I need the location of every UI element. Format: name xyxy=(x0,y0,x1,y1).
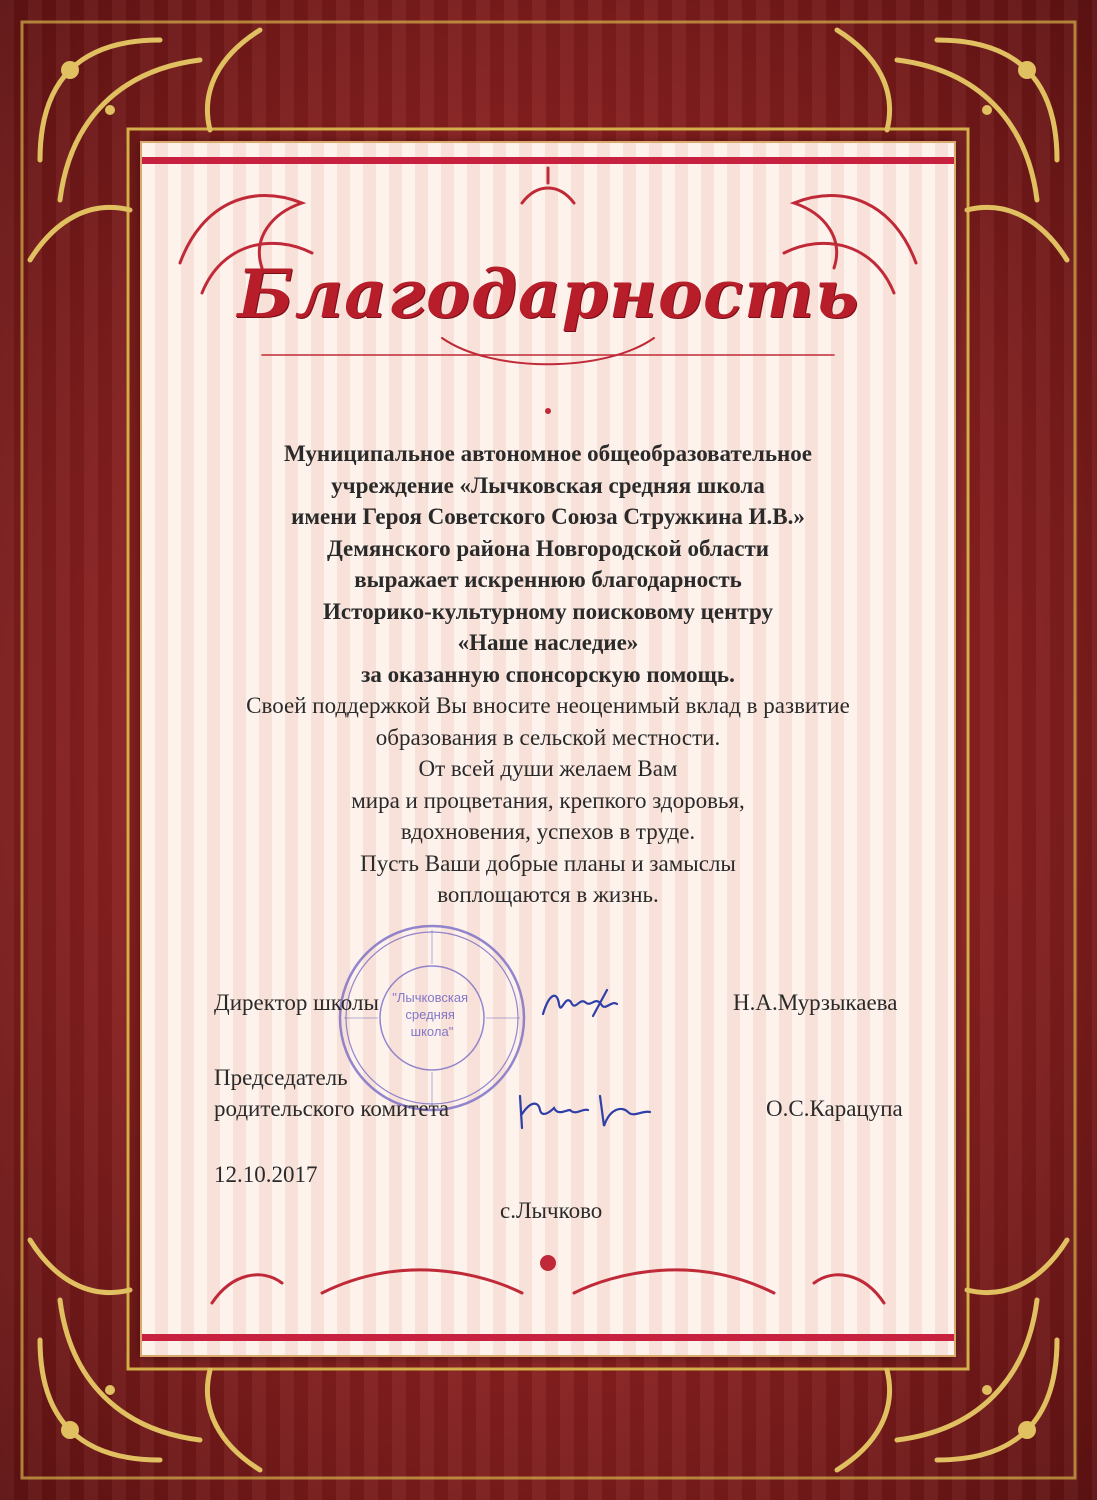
body-line: имени Героя Советского Союза Стружкина И.В.» xyxy=(291,504,805,529)
director-name: Н.А.Мурзыкаева xyxy=(733,990,898,1015)
body-line: Своей поддержкой Вы вносите неоценимый вклад в развитие xyxy=(246,693,850,718)
stamp-text-line: школа" xyxy=(410,1024,454,1039)
body-line: мира и процветания, крепкого здоровья, xyxy=(351,787,745,813)
body-line: образования в сельской местности. xyxy=(375,724,721,750)
issue-place: с.Лычково xyxy=(500,1198,603,1223)
certificate-title: Благодарность xyxy=(237,255,860,333)
body-line: «Наше наследие» xyxy=(457,630,639,655)
body-line: выражает искреннюю благодарность xyxy=(354,567,742,592)
stamp-text-line: средняя xyxy=(405,1007,455,1022)
school-stamp xyxy=(332,918,532,1118)
stamp-text xyxy=(392,990,471,1039)
chair-name: О.С.Карацупа xyxy=(766,1096,903,1121)
body-line: Историко-культурному поисковому центру xyxy=(323,598,773,624)
issue-date: 12.10.2017 xyxy=(214,1162,318,1187)
body-line: Демянского района Новгородской области xyxy=(326,535,770,561)
stamp-text-line: "Лычковская xyxy=(392,990,469,1005)
body-line: Пусть Ваши добрые планы и замыслы xyxy=(360,850,736,876)
body-line: Муниципальное автономное общеобразовательное xyxy=(284,441,812,466)
director-title: Директор школы xyxy=(214,990,379,1015)
chair-title-line1: Председатель xyxy=(214,1065,348,1090)
chair-signature xyxy=(510,1088,660,1134)
certificate-body xyxy=(142,438,954,911)
chair-title-line2: родительского комитета xyxy=(214,1096,450,1121)
body-line: От всей души желаем Вам xyxy=(418,756,678,781)
body-line: воплощаются в жизнь. xyxy=(437,882,659,907)
body-line: за оказанную спонсорскую помощь. xyxy=(361,661,735,687)
body-line: вдохновения, успехов в труде. xyxy=(400,819,696,844)
body-line: учреждение «Лычковская средняя школа xyxy=(331,472,765,498)
director-signature xyxy=(535,980,635,1030)
